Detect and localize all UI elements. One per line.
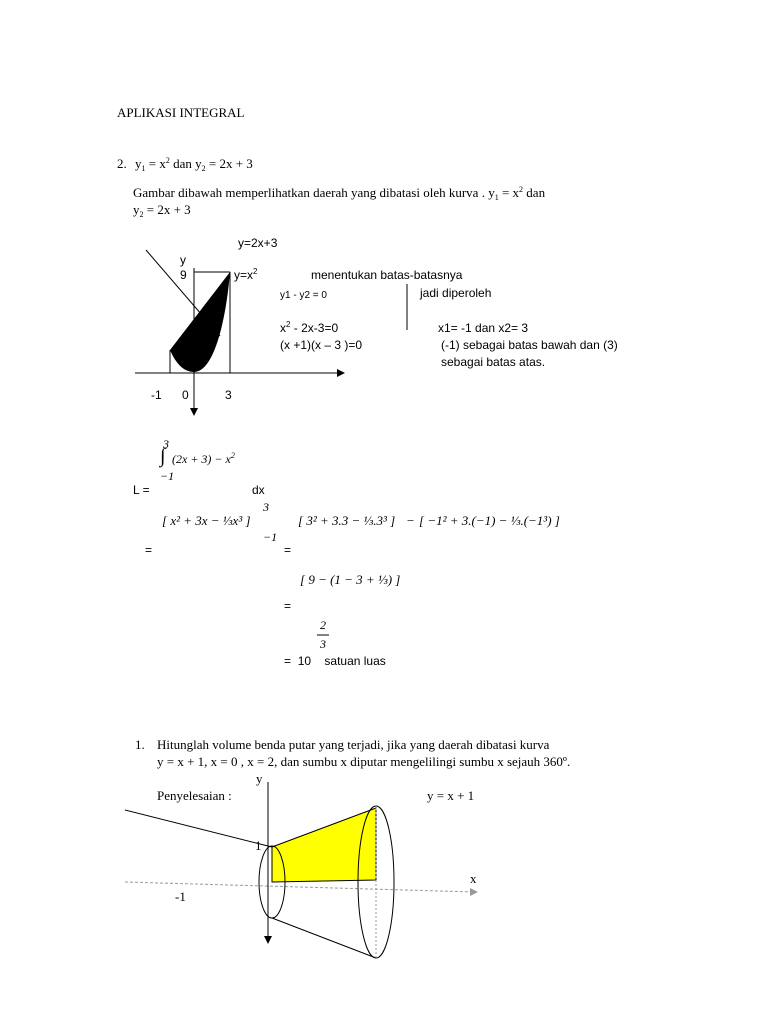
graph2-tick-1: 1 [255, 838, 262, 853]
final-result: = 10 satuan luas [284, 654, 386, 668]
eq-sign-1: = [145, 543, 153, 557]
fraction-den: 3 [320, 637, 326, 651]
integral-upper: 3 [163, 437, 169, 451]
eq-sign-3: = [284, 599, 292, 613]
result-x: x1= -1 dan x2= 3 [438, 321, 529, 335]
graph1-line-label: y=2x+3 [238, 236, 278, 250]
fraction-num: 2 [320, 618, 326, 632]
graph1-curve-label: $y=x^2$ [234, 267, 258, 282]
work-eq1: y1 - y2 = 0 [280, 290, 327, 301]
work-eq2: $x^2 - 2x-3=0$ [280, 320, 339, 335]
y-axis-arrow [190, 408, 198, 416]
problem1-line1: Hitunglah volume benda putar yang terjadi, jika yang daerah dibatasi kurva [157, 737, 550, 752]
graph2-x-label: x [470, 871, 477, 886]
graph2-y-label: y [256, 771, 263, 786]
antideriv-upper: 3 [263, 500, 269, 514]
result-heading: jadi diperoleh [420, 286, 492, 300]
problem2-desc-line2: $y_2 = 2x + 3$ [133, 202, 191, 219]
problem2-statement: $y_1 = x^2$ dan $y_2 = 2x + 3$ [135, 156, 253, 173]
graph1-tick-0: 0 [182, 388, 189, 402]
problem1-number: 1. [135, 737, 145, 752]
cone-bottom-edge [272, 918, 376, 958]
graph1-tick-3: 3 [225, 388, 232, 402]
integral-sign: ∫ [160, 445, 166, 467]
eval-minus: − [406, 513, 415, 528]
eq-sign-2: = [284, 543, 292, 557]
graph2-line-y-x-plus-1 [125, 810, 272, 847]
volume-graph [120, 770, 490, 970]
result-desc1: (-1) sebagai batas bawah dan (3) [441, 338, 618, 352]
dx-label: dx [252, 483, 265, 497]
work-eq3: (x +1)(x – 3 )=0 [280, 338, 363, 352]
work-heading: menentukan batas-batasnya [311, 268, 463, 282]
function-label: y = x + 1 [427, 788, 475, 803]
simplified: [ 9 − (1 − 3 + ⅓) ] [300, 572, 401, 587]
page-title: APLIKASI INTEGRAL [117, 105, 245, 120]
L-label: L = [133, 483, 150, 497]
x-axis-arrow [337, 369, 345, 377]
shaded-region [170, 272, 230, 372]
antiderivative: [ x² + 3x − ⅓x³ ] [162, 513, 251, 528]
integrand: $(2x + 3) - x^2$ [172, 451, 235, 466]
problem1-line2: y = x + 1, x = 0 , x = 2, dan sumbu x diputar mengelilingi sumbu x sejauh 360º. [157, 754, 571, 769]
problem2-desc-line1: Gambar dibawah memperlihatkan daerah yang dibatasi oleh kurva . $y_1 = x^2$ dan [133, 185, 546, 202]
eval-lower: [ −1² + 3.(−1) − ⅓.(−1³) ] [419, 513, 560, 528]
divider-line [405, 284, 409, 332]
solution-label: Penyelesaian : [157, 788, 232, 803]
eval-upper: [ 3² + 3.3 − ⅓.3³ ] [298, 513, 396, 528]
graph2-y-axis-arrow [264, 936, 272, 944]
integral-lower: −1 [160, 469, 175, 483]
graph2-tick-m1: -1 [175, 889, 186, 904]
graph1-tick-m1: -1 [151, 388, 162, 402]
graph2-x-axis-arrow [470, 888, 478, 896]
result-desc2: sebagai batas atas. [441, 355, 546, 369]
antideriv-lower: −1 [263, 530, 278, 544]
problem2-number: 2. [117, 156, 127, 171]
graph1-y-label: y [180, 253, 186, 267]
graph1-tick-9: 9 [180, 268, 187, 282]
